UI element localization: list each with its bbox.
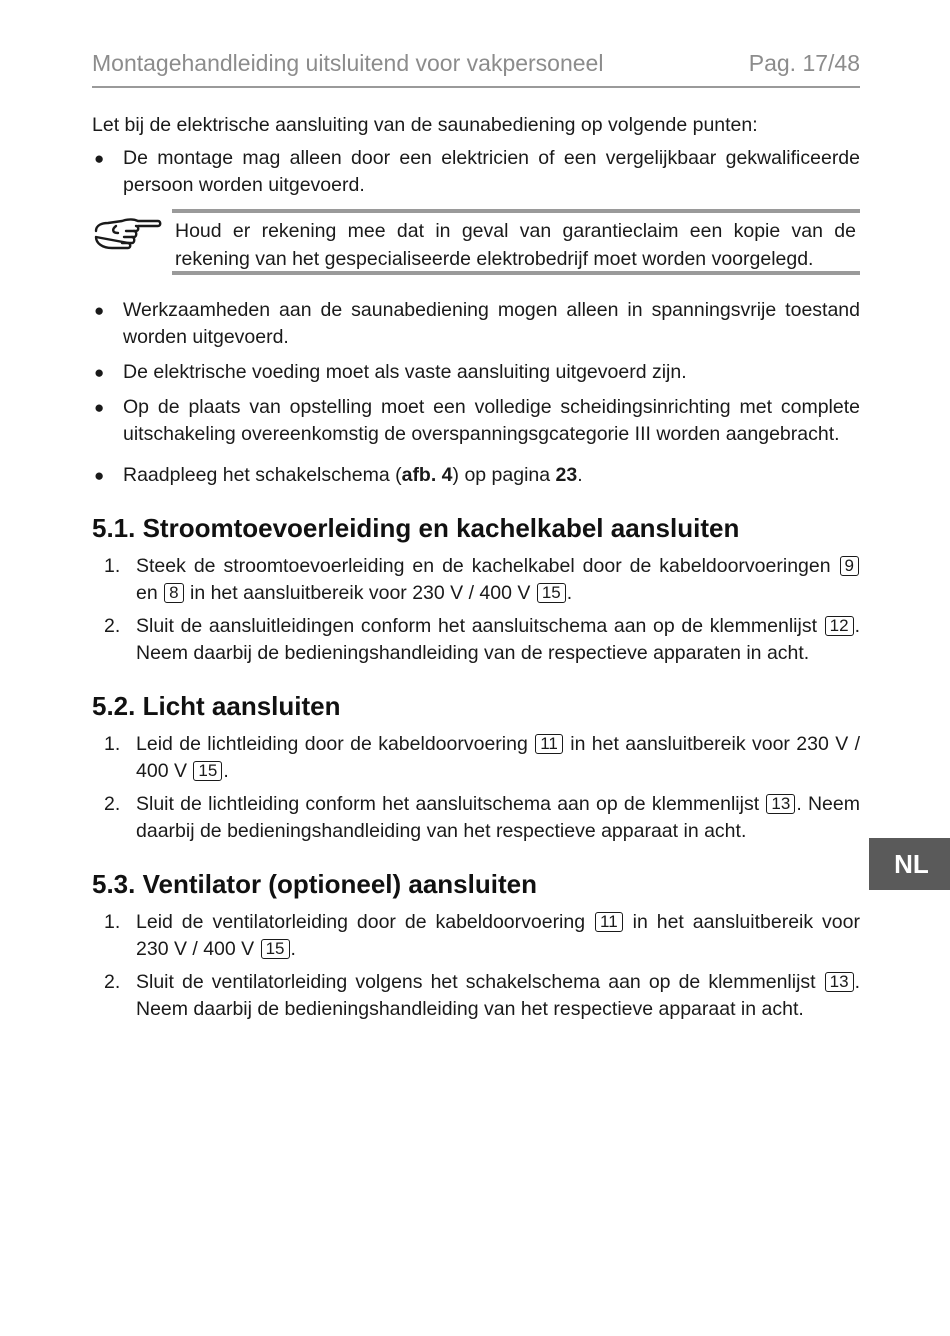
steps-5-3 [92,909,860,1023]
list-item: 2. Sluit de lichtleiding conform het aansluitschema aan op de klemmenlijst 13 . Neem daarbij de bedieningshandleiding van het respectieve apparaat in acht. [104,793,860,842]
page-reference: 23 [555,464,578,486]
steps-5-2 [92,731,860,845]
step-number: 1. [104,733,121,755]
component-ref: 11 [595,912,623,932]
component-ref: 15 [261,939,290,959]
pointing-hand-icon [92,213,162,257]
document-title: Montagehandleiding uitsluitend voor vakpersoneel [92,50,604,76]
bullet-icon: ● [94,398,105,417]
figure-reference: afb. 4 [401,464,453,486]
component-ref: 11 [535,734,563,754]
list-item: 2. Sluit de aansluitleidingen conform het aansluitschema aan op de klemmenlijst 12 . Neem daarbij de bedieningshandleiding van de respectieve apparaten in acht. [104,615,860,664]
language-tab: NL [869,838,950,890]
bullet-list-1 [92,145,860,199]
component-ref: 13 [766,794,795,814]
bullet-icon: ● [94,363,105,382]
note-text: Houd er rekening mee dat in geval van garantieclaim een kopie van de rekening van het gespecialiseerde elektrobedrijf moet worden voorgelegd. [172,209,860,275]
step-number: 2. [104,615,121,637]
page-header [92,48,860,88]
component-ref: 8 [164,583,183,603]
list-item: 1. Steek de stroomtoevoerleiding en de kachelkabel door de kabeldoorvoeringen 9 en 8 in het aansluitbereik voor 230 V / 400 V 15 . [92,553,860,607]
section-heading-5-3: 5.3. Ventilator (optioneel) aansluiten [92,869,537,899]
bullet-icon: ● [94,301,105,320]
bullet-icon: ● [94,466,105,485]
list-item: ● Raadpleeg het schakelschema (afb. 4) op pagina 23. [92,462,860,489]
component-ref: 12 [825,616,854,636]
list-item: ● Op de plaats van opstelling moet een volledige scheidingsinrichting met complete uitschakeling overeenkomstig de overspanningsgcategorie III worden aangebracht. [94,396,860,445]
page-content [92,112,860,1029]
list-item: 2. Sluit de ventilatorleiding volgens het schakelschema aan op de klemmenlijst 13 . Neem daarbij de bedieningshandleiding van het respectieve apparaat in acht. [104,971,860,1020]
list-item: ● Werkzaamheden aan de saunabediening mogen alleen in spanningsvrije toestand worden uitgevoerd. [94,299,860,348]
list-item: ● De montage mag alleen door een elektricien of een vergelijkbaar gekwalificeerde persoon worden uitgevoerd. [94,147,860,196]
list-item: 1. Leid de ventilatorleiding door de kabeldoorvoering 11 in het aansluitbereik voor 230 V / 400 V 15 . [104,911,860,960]
component-ref: 9 [840,556,859,576]
component-ref: 15 [537,583,566,603]
section-heading-5-1: 5.1. Stroomtoevoerleiding en kachelkabel aansluiten [92,513,740,543]
list-item: 1. Leid de lichtleiding door de kabeldoorvoering 11 in het aansluitbereik voor 230 V / 400 V 15 . [104,733,860,782]
step-number: 2. [104,971,121,993]
component-ref: 13 [825,972,854,992]
step-number: 1. [104,555,121,577]
list-item: ● De elektrische voeding moet als vaste aansluiting uitgevoerd zijn. [92,359,860,386]
component-ref: 15 [193,761,222,781]
page-number: Pag. 17/48 [748,50,860,76]
intro-text: Let bij de elektrische aansluiting van de saunabediening op volgende punten: [92,114,758,136]
bullet-icon: ● [94,149,105,168]
section-heading-5-2: 5.2. Licht aansluiten [92,691,341,721]
step-number: 2. [104,793,121,815]
steps-5-1 [92,553,860,667]
bullet-list-2 [92,297,860,489]
note-box [92,209,860,281]
step-number: 1. [104,911,121,933]
